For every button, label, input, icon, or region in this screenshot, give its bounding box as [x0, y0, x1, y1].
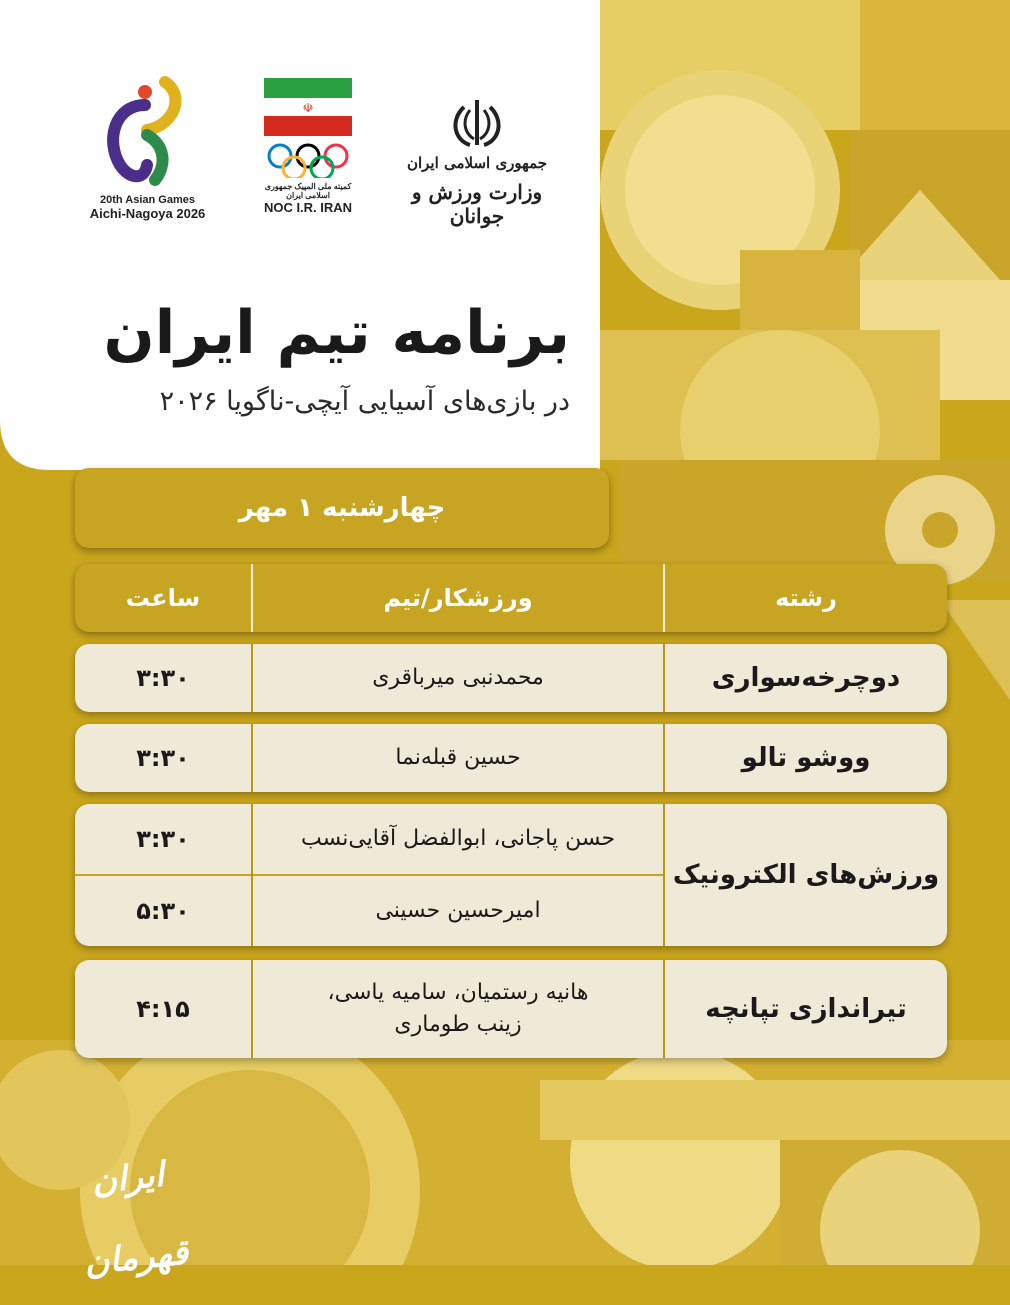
brand-text: ایران قهرمان	[82, 1154, 191, 1284]
column-header-athlete: ورزشکار/تیم	[383, 584, 533, 612]
sport-cell: دوچرخه‌سواری	[711, 663, 901, 693]
asian-games-caption-1: 20th Asian Games	[100, 194, 195, 206]
asian-games-caption-2: Aichi-Nagoya 2026	[89, 206, 206, 221]
asian-games-emblem-icon	[85, 70, 210, 190]
header-divider	[663, 564, 665, 632]
day-label: چهارشنبه ۱ مهر	[75, 468, 609, 548]
table-row	[75, 960, 947, 1058]
sport-cell: ووشو تالو	[741, 743, 871, 773]
row-divider	[251, 960, 253, 1058]
table-row	[75, 724, 947, 792]
iran-flag-olympic-rings-icon	[258, 78, 358, 178]
athlete-cell: حسن پاجانی، ابوالفضل آقایی‌نسب	[300, 826, 616, 851]
athlete-cell: امیرحسین حسینی	[375, 898, 541, 923]
noc-caption: NOC I.R. IRAN	[263, 200, 353, 215]
noc-small-caption: کمیته ملی المپیک جمهوری اسلامی ایران	[264, 182, 352, 200]
page-title: برنامه تیم ایران	[103, 298, 570, 368]
brand-logo	[62, 1138, 202, 1284]
sport-cell: تیراندازی تپانچه	[705, 994, 907, 1024]
row-divider	[251, 804, 253, 946]
iran-emblem-icon	[392, 95, 562, 150]
table-header	[75, 564, 947, 632]
svg-text:☫: ☫	[302, 101, 314, 115]
sport-cell: ورزش‌های الکترونیک	[672, 860, 940, 890]
row-divider	[251, 724, 253, 792]
noc-iran-logo	[258, 78, 358, 223]
table-row	[75, 804, 947, 946]
athlete-cell: محمدنبی میرباقری	[372, 665, 544, 690]
row-divider	[663, 724, 665, 792]
time-cell: ۳:۳۰	[136, 825, 190, 853]
time-cell: ۳:۳۰	[136, 664, 190, 692]
ministry-caption-2: وزارت ورزش و جوانان	[411, 180, 543, 228]
ministry-caption-1: جمهوری اسلامی ایران	[406, 154, 548, 172]
time-cell: ۳:۳۰	[136, 744, 190, 772]
ministry-logo	[392, 95, 562, 228]
time-cell: ۴:۱۵	[136, 995, 190, 1023]
header-divider	[251, 564, 253, 632]
row-divider	[663, 804, 665, 946]
row-divider	[663, 960, 665, 1058]
page-subtitle: در بازی‌های آسیایی آیچی-ناگویا ۲۰۲۶	[159, 386, 570, 417]
row-divider	[663, 644, 665, 712]
row-divider	[251, 644, 253, 712]
table-row	[75, 644, 947, 712]
column-header-time: ساعت	[125, 584, 201, 612]
athlete-cell: هانیه رستمیان، سامیه یاسی، زینب طوماری	[327, 980, 589, 1037]
column-header-sport: رشته	[775, 584, 837, 612]
asian-games-logo	[85, 70, 210, 220]
athlete-cell: حسین قبله‌نما	[395, 745, 521, 770]
time-cell: ۵:۳۰	[136, 897, 190, 925]
